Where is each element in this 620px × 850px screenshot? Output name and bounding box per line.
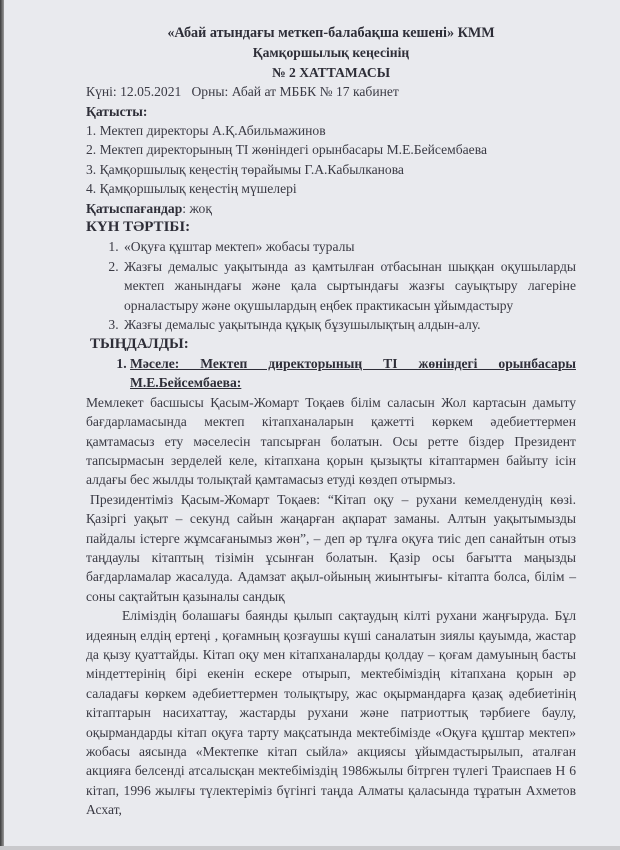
document-page — [86, 24, 576, 820]
body-paragraph: Еліміздің болашағы баянды қылып сақтаудың кілті рухани жаңғыруда. Бұл идеяның елдің ертеңі , қоғамның қозғаушы күші саналатын зиялы қауымда, жастар да қызу қуаттайды. Кітап оқу мен кітапханаларды қолдау – қоғам дамуының басты міндеттерінің бірі екенін ескере отырып, мектебіміздің кітапхана қорын әр саладағы көркем әдебиеттермен толықтыру, жас оқырмандарға қазақ әдебиетінің кітаптарын насихаттау, жастарды рухани және патриоттық тәрбиеге баулу, оқырмандарды кітап оқуға тарту мақсатында мектебімізде «Оқуға құштар мектеп» жобасы аясында «Мектепке кітап сыйла» акциясы ұйымдастырылып, аталған акцияға белсенді атсалысқан мектебіміздің 1986жылы бітрген түлегі Траиспаев Н 6 кітап, 1996 жылғы түлектеріміз бүгінгі таңда Алматы қаласында тұратын Ахметов Асхат, — [86, 608, 576, 818]
scan-edge-left — [0, 0, 4, 850]
place-label: Орны: — [191, 84, 229, 100]
protocol-title: № 2 ХАТТАМАСЫ — [271, 64, 391, 80]
scan-edge-bottom — [0, 846, 620, 850]
agenda-item: 3. Жазғы демалыс уақытында құқық бұзушылықтың алдын-алу. — [122, 315, 576, 334]
agenda-heading: КҮН ТӘРТІБІ: — [86, 219, 191, 236]
place-value: Абай ат МББК № 17 кабинет — [231, 84, 399, 100]
attendee-item: 4. Қамқоршылық кеңестің мүшелері — [86, 181, 297, 197]
attendee-item: 2. Мектеп директорының ТІ жөніндегі орынбасары М.Е.Бейсембаева — [86, 142, 487, 158]
body-paragraph: Президентіміз Қасым-Жомарт Тоқаев: “Кітап оқу – рухани кемелденудің көзі. Қазіргі уақыт – секунд сайын жаңарған ақпарат заманы. Алтын уақытымызды пайдалы істерге жұмсағанымыз жөн”, – деп әр тұлға оқуға тиіс деп санайтын отыз таңдаулы кітаптың тізімін ұсынған болатын. Қазір осы бағытта маңызды бағдарламалар жасалуда. Адамзат ақыл-ойының жиынтығы- кітапта болса, білім – соны сақтайтын қазыналы сандық — [86, 491, 576, 604]
absent-value: : жоқ — [182, 200, 212, 216]
agenda-item: 2. Жазғы демалыс уақытында аз қамтылған отбасынан шыққан оқушыларды мектеп жанындағы және қала сыртындағы жазғы сауықтыру лагеріне орналастыру және оқушылардың еңбек практикасын ұйымдастыру — [122, 257, 576, 315]
attendee-item: 3. Қамқоршылық кеңестің төрайымы Г.А.Кабылканова — [86, 161, 404, 177]
heard-heading: ТЫҢДАЛДЫ: — [90, 335, 189, 352]
heard-item: 1. Мәселе: Мектеп директорының ТІ жөніндегі орынбасары М.Е.Бейсембаева: — [130, 354, 576, 393]
meeting-meta — [86, 82, 576, 101]
date-label: Күні: — [86, 84, 117, 100]
org-title: «Абай атындағы меткеп-балабақша кешені» КММ — [167, 25, 495, 41]
date-value: 12.05.2021 — [120, 84, 182, 100]
council-title: Қамқоршылық кеңесінің — [252, 45, 410, 61]
absent-line — [86, 199, 576, 218]
attendees-label: Қатысты: — [86, 103, 148, 119]
body-paragraph: Мемлекет басшысы Қасым-Жомарт Тоқаев білім саласын Жол картасын дамыту бағдарламасында мектеп кітапханаларын қажетті көркем әдебиеттермен қамтамасыз ету мәселесін тапсырған болатын. Осы ретте біздер Президент тапсырмасын зерделей келе, кітапхана қорын қызықты кітаптармен байыту ісін алдағы бес жылды толықтай қамтамасыз етуді көздеп отырмыз. — [86, 394, 576, 488]
agenda-item: 1. «Оқуға құштар мектеп» жобасы туралы — [122, 237, 576, 256]
agenda-list — [86, 237, 576, 334]
attendee-item: 1. Мектеп директоры А.Қ.Абильмажинов — [86, 123, 326, 139]
absent-label: Қатыспағандар — [86, 200, 183, 216]
heard-list — [90, 354, 576, 393]
